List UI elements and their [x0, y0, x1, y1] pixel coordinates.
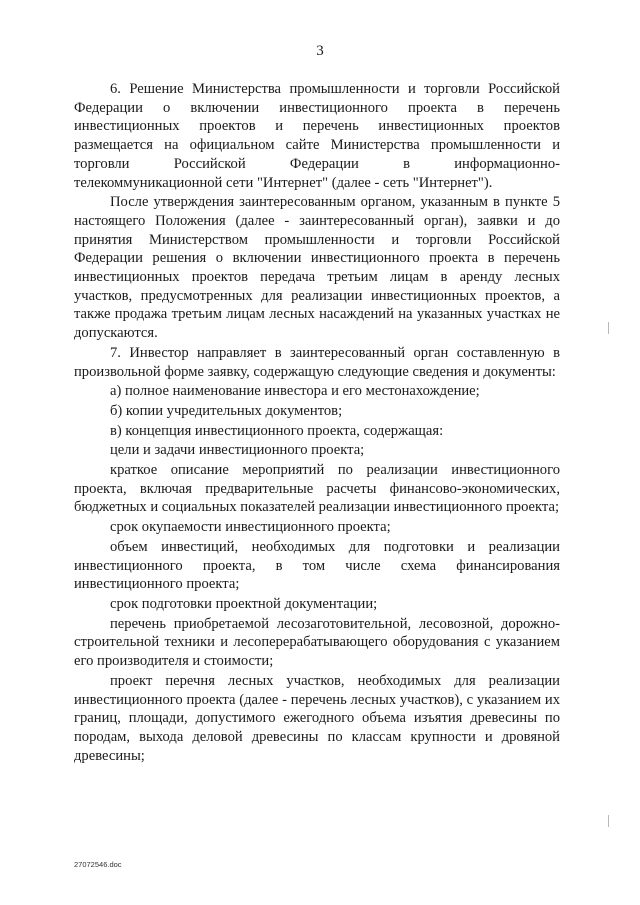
- paragraph-6: [74, 80, 560, 192]
- document-body: [74, 80, 560, 765]
- scan-margin-mark: [608, 322, 609, 334]
- item-equipment-list: перечень приобретаемой лесозаготовительной, лесовозной, дорожно-строительной техники и лесоперерабатывающего оборудования с указанием его производителя и стоимости;: [74, 615, 560, 670]
- paragraph-6-line-1: 6. Решение Министерства промышленности и торговли Российской: [110, 81, 560, 97]
- paragraph-restriction: После утверждения заинтересованным органом, указанным в пункте 5 настоящего Положения (далее - заинтересованный орган), заявки и до принятия Министерством промышленности и торговли Российской Федерации решения о включении инвестиционного проекта в перечень инвестиционных проектов передача третьим лицам в аренду лесных участков, предусмотренных для реализации инвестиционных проектов, а также продажа третьим лицам лесных насаждений на указанных участках не допускаются.: [74, 194, 560, 342]
- item-forest-plots: проект перечня лесных участков, необходимых для реализации инвестиционного проекта (далее - перечень лесных участков), с указанием их границ, площади, допустимого ежегодного объема изъятия древесины по породам, выхода деловой древесины по классам крупности и дровяной древесины;: [74, 672, 560, 764]
- paragraph-6-line-4: размещается на официальном сайте Министерства промышленности и: [74, 137, 560, 154]
- item-investment-volume: объем инвестиций, необходимых для подготовки и реализации инвестиционного проекта, в том числе схема финансирования инвестиционного проекта;: [74, 538, 560, 593]
- item-a: а) полное наименование инвестора и его местонахождение;: [110, 383, 480, 400]
- item-brief-description: краткое описание мероприятий по реализации инвестиционного проекта, включая предварительные расчеты финансово-экономических, бюджетных и социальных показателей реализации инвестиционного проекта;: [74, 462, 560, 516]
- document-file-code: 27072546.doc: [74, 860, 122, 869]
- item-b: б) копии учредительных документов;: [110, 402, 343, 419]
- item-documentation-term: срок подготовки проектной документации;: [110, 595, 378, 612]
- scan-margin-mark: [608, 815, 609, 827]
- item-payback-period: срок окупаемости инвестиционного проекта;: [110, 519, 391, 536]
- item-v: в) концепция инвестиционного проекта, содержащая:: [110, 422, 444, 439]
- paragraph-6-line-2: Федерации о включении инвестиционного проекта в перечень: [74, 99, 560, 116]
- paragraph-6-line-6: телекоммуникационной сети "Интернет" (далее - сеть "Интернет").: [74, 174, 493, 191]
- paragraph-6-line-3: инвестиционных проектов и перечень инвестиционных проектов: [74, 118, 560, 135]
- page-number: 3: [316, 43, 324, 59]
- item-goals: цели и задачи инвестиционного проекта;: [110, 442, 365, 459]
- paragraph-6-line-5: торговли Российской Федерации в информационно-: [74, 155, 560, 172]
- paragraph-7: 7. Инвестор направляет в заинтересованный орган составленную в произвольной форме заявку, содержащую следующие сведения и документы:: [74, 344, 560, 380]
